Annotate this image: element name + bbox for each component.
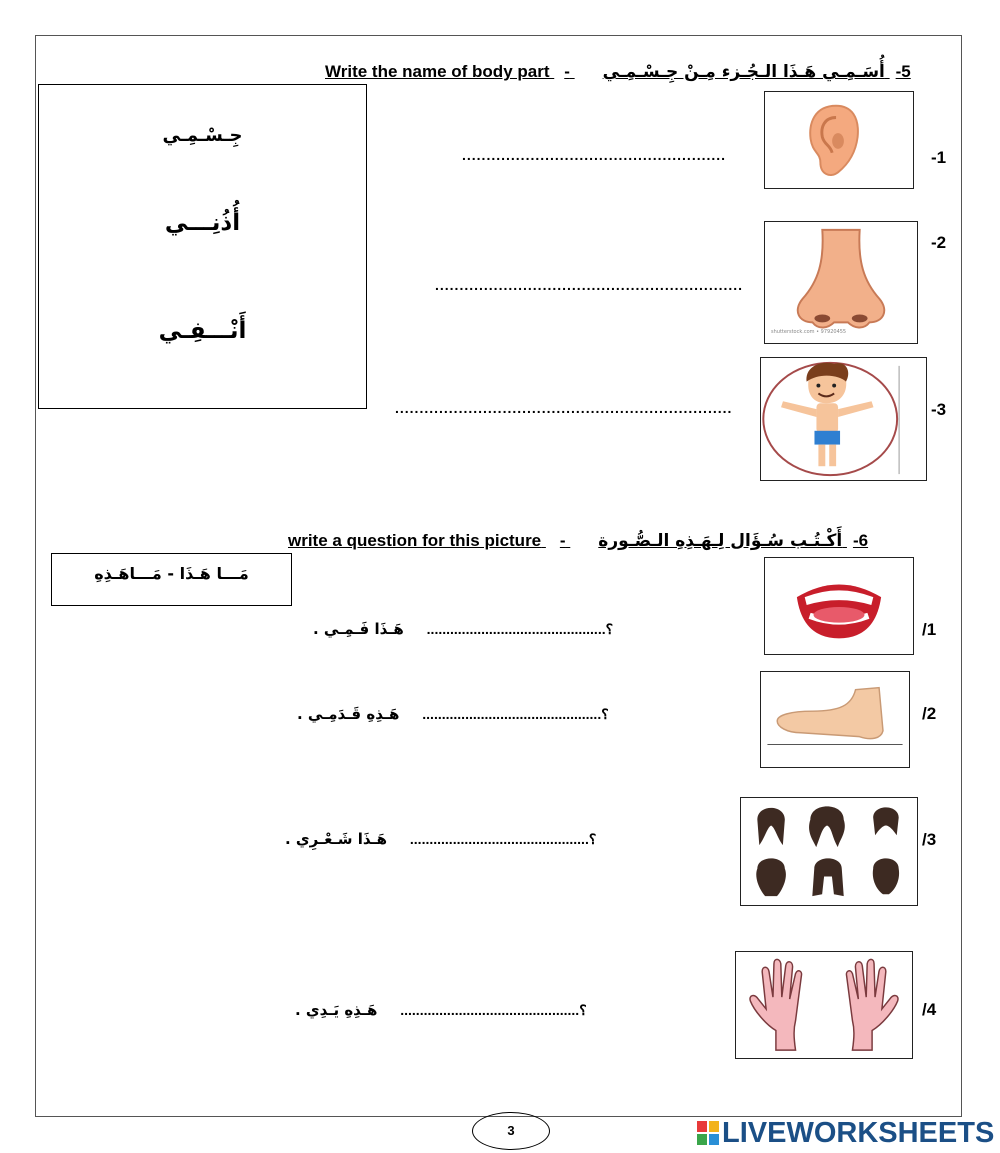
item-number: -1 (931, 148, 947, 167)
brand-name: LIVEWORKSHEETS (722, 1116, 995, 1149)
answer-line[interactable]: ............................................................... (435, 277, 744, 293)
question-row (295, 1001, 587, 1019)
section-6-separator: - (559, 531, 566, 550)
question-line[interactable]: ..............................................؟ (426, 621, 614, 637)
word-bank-title: جِـسْـمِـي (162, 125, 243, 146)
answer-sentence: هَـذَا فَـمِـي . (313, 620, 404, 638)
hair-image (740, 797, 918, 906)
item-number: -3 (931, 400, 947, 419)
section-5-arabic: أُسَـمِـي هَـذَا الـجُـزء مِـنْ جِـسْـمِـي (602, 62, 885, 82)
image-credit: shutterstock.com • 97920455 (771, 329, 847, 335)
word-bank-box (38, 84, 367, 409)
ear-image (764, 91, 914, 189)
item-number: /4 (922, 1000, 937, 1019)
question-row (313, 620, 613, 638)
section-6-heading (288, 531, 868, 551)
question-row (285, 830, 596, 848)
word-bank-word: أُذُنِـــي (164, 210, 241, 236)
answer-sentence: هَـذَا شَـعْـرِي . (285, 830, 388, 848)
section-5-separator: - (564, 62, 570, 81)
question-line[interactable]: ..............................................؟ (400, 1002, 587, 1018)
item-number: /3 (922, 830, 937, 849)
item-number: /2 (922, 704, 937, 723)
foot-image (760, 671, 910, 768)
hint-box (51, 553, 292, 606)
section-6-arabic: أَكْـتُـب سُـؤَال لِـهَـذِهِ الـصُّـورة (598, 531, 843, 551)
word-bank-word: أَنْـــفِـي (158, 318, 247, 344)
answer-line[interactable]: ..................................................................... (395, 400, 733, 416)
answer-sentence: هَـذِهِ قَـدَمِـي . (297, 705, 400, 723)
answer-sentence: هَـذِهِ يَـدِي . (295, 1001, 378, 1019)
item-number: /1 (922, 620, 937, 639)
section-5-english: Write the name of body part (325, 62, 550, 81)
nose-image (764, 221, 918, 344)
section-5-heading (325, 62, 911, 82)
question-line[interactable]: ..............................................؟ (422, 706, 609, 722)
liveworksheets-logo[interactable] (697, 1116, 994, 1150)
question-line[interactable]: ..............................................؟ (409, 831, 597, 847)
answer-line[interactable]: ...................................................... (462, 147, 727, 163)
item-number: -2 (931, 233, 947, 252)
section-5-number: -5 (895, 62, 911, 81)
section-6-english: write a question for this picture (288, 531, 542, 550)
logo-blocks-icon (697, 1121, 719, 1145)
mouth-image (764, 557, 914, 655)
boy-body-image (760, 357, 927, 481)
question-row (297, 705, 609, 723)
page-number: 3 (472, 1112, 550, 1150)
hands-image (735, 951, 913, 1059)
section-6-number: -6 (852, 531, 869, 550)
hint-text: مَـــا هَـذَا - مَـــاهَـذِهِ (94, 564, 249, 583)
